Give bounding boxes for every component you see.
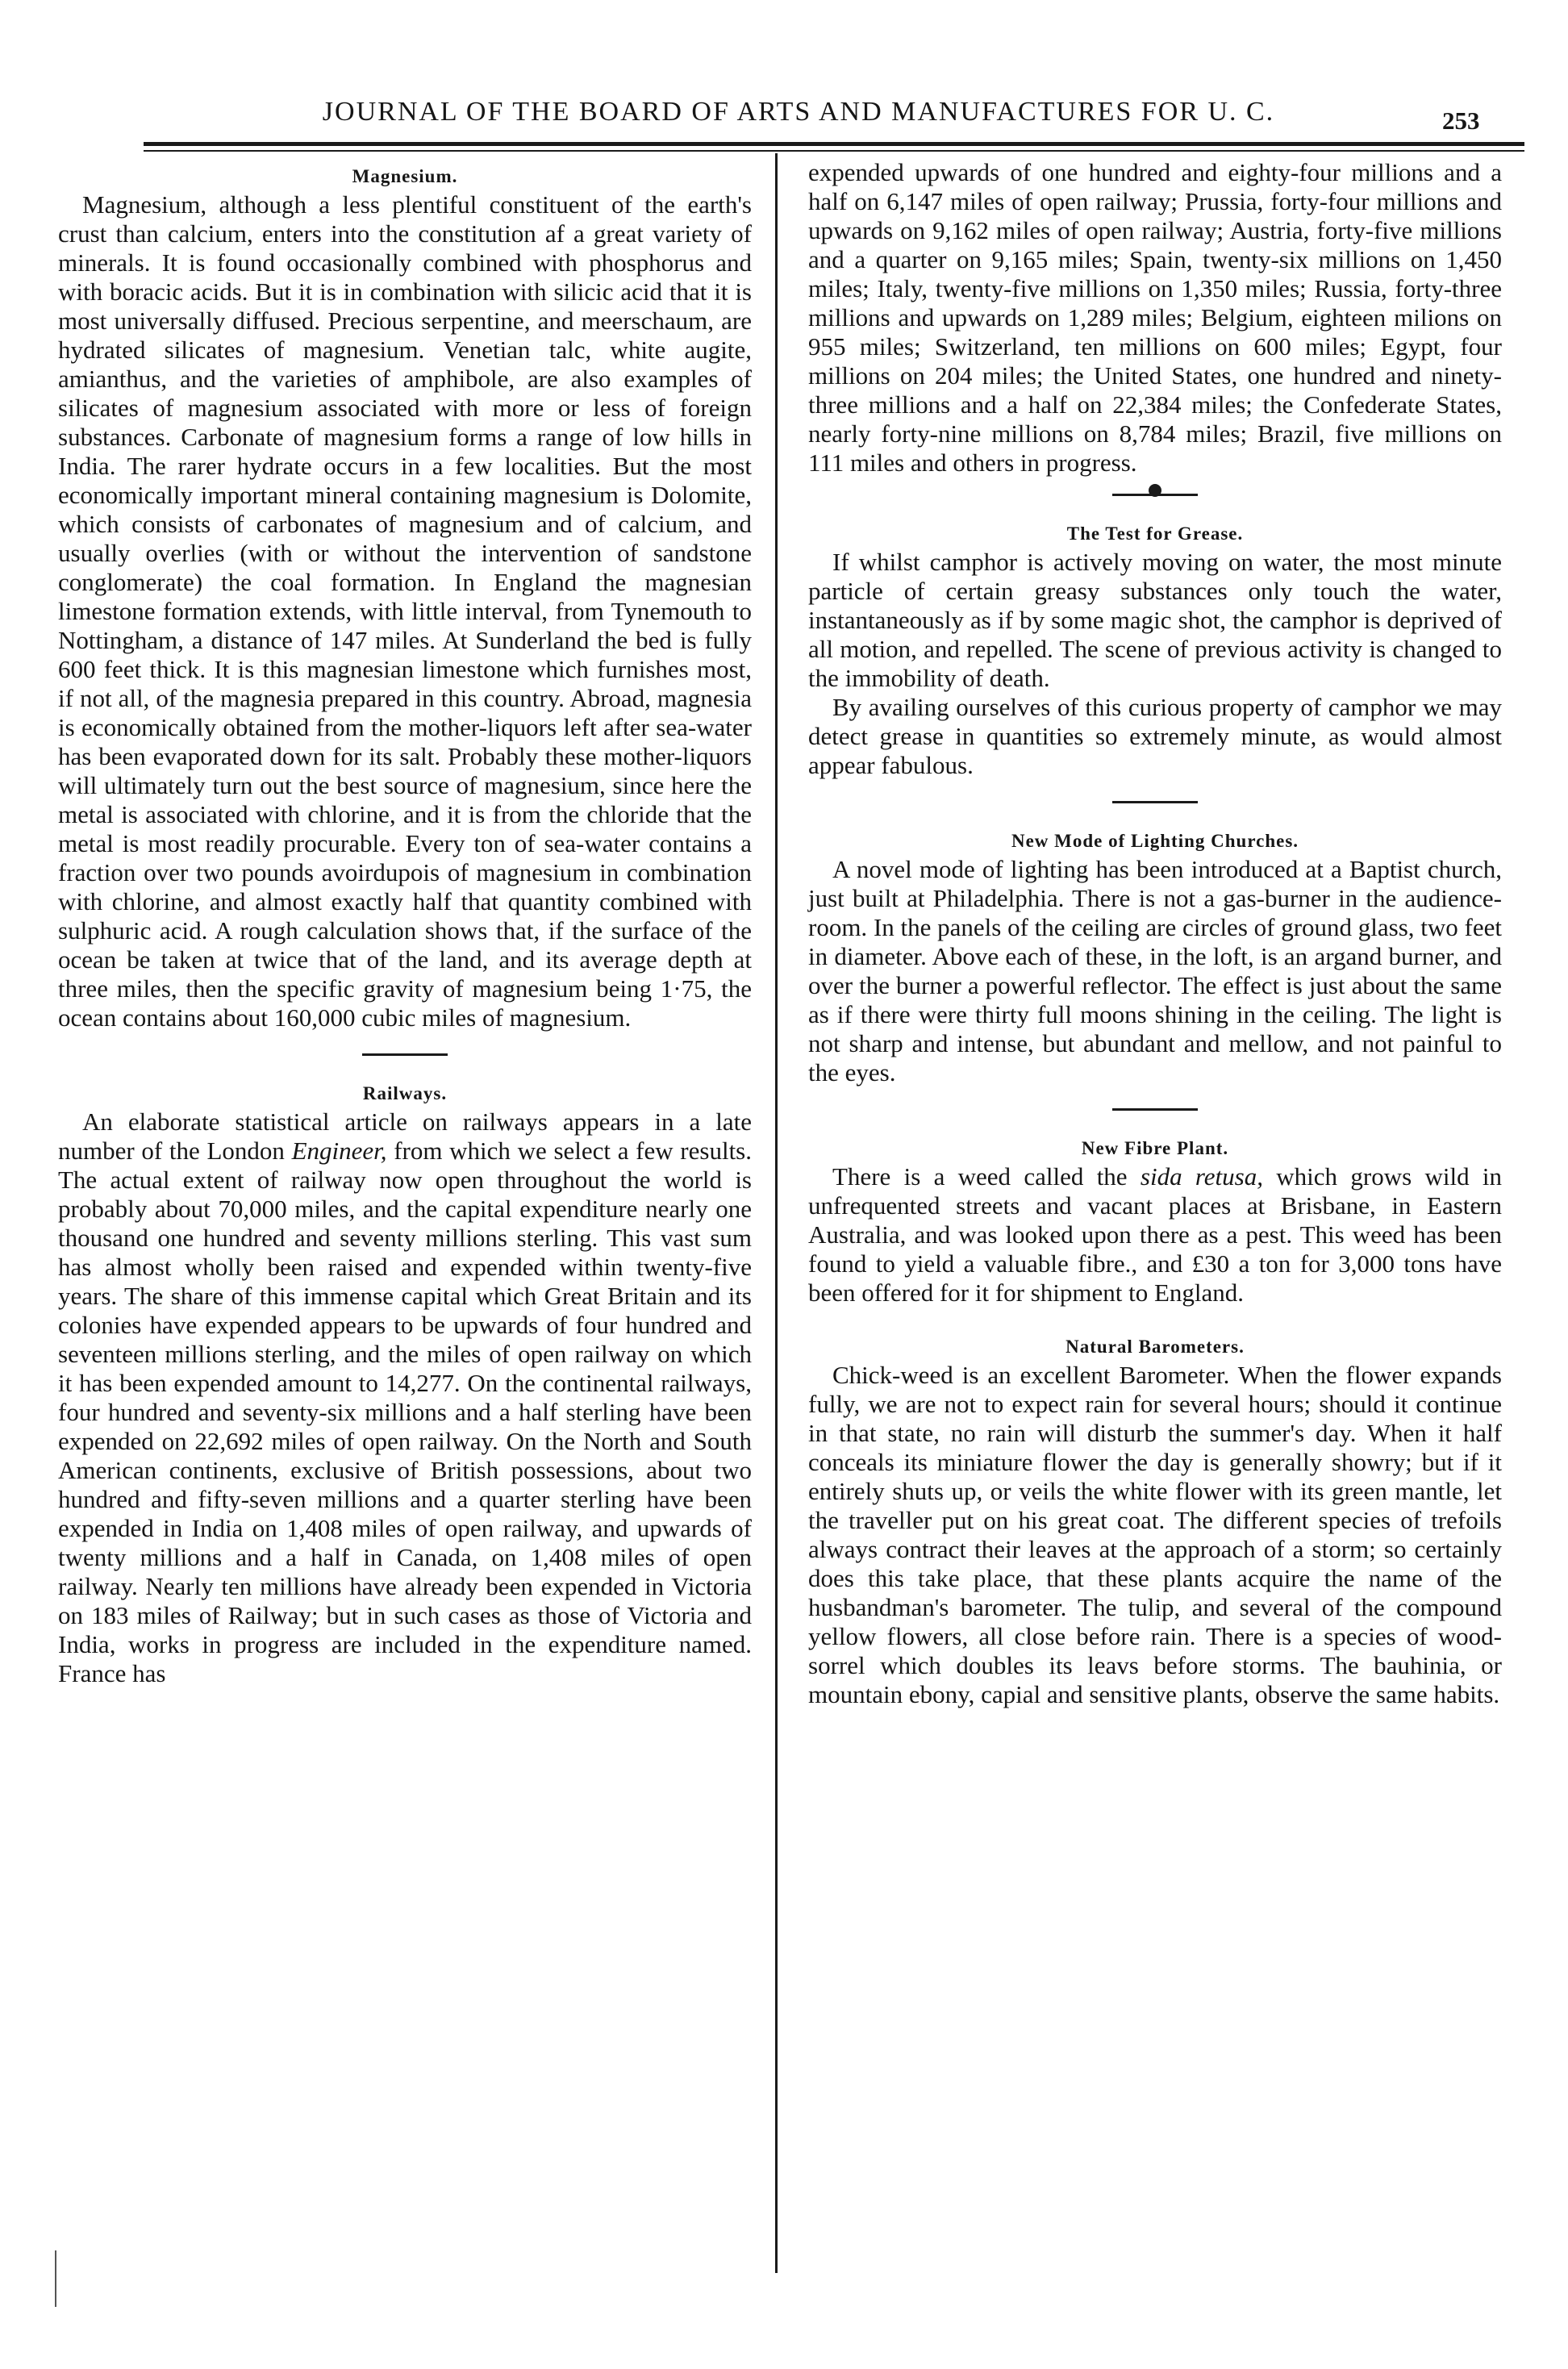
section-separator: [1112, 494, 1198, 496]
fibre-text-end: which grows wild in unfrequented streets and vacant places at Brisbane, in Eastern Australia, and was looked upon there as a pest. This weed has been found to yield a valuable fibre., and £30 a ton for 3,000 tons have been offered for it for shipment to England.: [808, 1162, 1502, 1307]
left-column: [58, 158, 752, 1688]
section-separator: [362, 1053, 448, 1056]
railways-paragraph: [58, 1107, 752, 1688]
magnesium-heading: Magnesium.: [352, 166, 458, 186]
magnesium-paragraph: Magnesium, although a less plentiful constituent of the earth's crust than calcium, enters into the constitution af a great variety of minerals. It is found occasionally combined with phosphorus and with boracic acids. But it is in combination with silicic acid that it is most universally diffused. Precious serpentine, and meerschaum, are hydrated silicates of magnesium. Venetian talc, white augite, amianthus, and the varieties of amphibole, are also examples of silicates of magnesium associated with more or less of foreign substances. Carbonate of magnesium forms a range of low hills in India. The rarer hydrate occurs in a few localities. But the most economically important mineral containing magnesium is Dolomite, which consists of carbonates of magnesium and of calcium, and usually overlies (with or without the intervention of sandstone conglomerate) the coal formation. In England the magnesian limestone formation extends, with little interval, from Tynemouth to Nottingham, a distance of 147 miles. At Sunderland the bed is fully 600 feet thick. It is this magnesian limestone which furnishes most, if not all, of the magnesia prepared in this country. Abroad, magnesia is economically obtained from the mother-liquors left after sea-water has been evaporated down for its salt. Probably these mother-liquors will ultimately turn out the best source of magnesium, since here the metal is associated with chlorine, and it is from the chloride that the metal is most readily procurable. Every ton of sea-water contains a fraction over two pounds avoirdupois of magnesium in combination with chlorine, and almost exactly half that quantity combined with sulphuric acid. A rough calculation shows that, if the surface of the ocean be taken at twice that of the land, and its average depth at three miles, then the specific gravity of magnesium being 1·75, the ocean contains about 160,000 cubic miles of magnesium.: [58, 190, 752, 1032]
header-rule-thick: [144, 142, 1524, 146]
right-column: [808, 158, 1502, 1709]
page-number: 253: [1442, 106, 1480, 135]
grease-paragraph-1: If whilst camphor is actively moving on water, the most minute particle of certain greasy substances only touch the water, instantaneously as if by some magic shot, the camphor is deprived of all motion, and repelled. The scene of previous activity is changed to the immobility of death.: [808, 548, 1502, 692]
railways-text-end: from which we select a few results. The actual extent of railway now open throughout the world is probably about 70,000 miles, and the capital expenditure nearly one thousand one hundred and seventy millions sterling. This vast sum has almost wholly been raised and expended within twenty-five years. The share of this immense capital which Great Britain and its colonies have expended appears to be upwards of four hundred and seventeen millions sterling, and the miles of open railway on which it has been expended amount to 14,277. On the continental railways, four hundred and seventy-six millions and a half sterling have been expended on 22,692 miles of open railway. On the North and South American continents, exclusive of British possessions, about two hundred and fifty-seven millions and a quarter sterling have been expended in India on 1,408 miles of open railway, and upwards of twenty millions and a half in Canada, on 1,408 miles of open railway. Nearly ten millions have already been expended in Victoria on 183 miles of Railway; but in such cases as those of Victoria and India, works in progress are included in the expenditure named. France has: [58, 1137, 752, 1687]
lighting-heading: New Mode of Lighting Churches.: [1011, 831, 1299, 851]
column-divider: [775, 153, 778, 2273]
sida-retusa-italic: sida retusa,: [1140, 1162, 1263, 1191]
fibre-text-start: There is a weed called the: [832, 1162, 1141, 1191]
engineer-italic: Engineer,: [291, 1137, 387, 1165]
railways-continuation: expended upwards of one hundred and eighty-four millions and a half on 6,147 miles of open railway; Prussia, forty-four millions and upwards on 9,162 miles of open railway; Austria, forty-five millions and a quarter on 9,165 miles; Spain, twenty-six millions on 1,450 miles; Italy, twenty-five millions on 1,350 miles; Russia, forty-three millions and upwards on 1,289 miles; Belgium, eighteen milions on 955 miles; Switzerland, ten millions on 600 miles; Egypt, four millions on 204 miles; the United States, one hundred and ninety-three millions and a half on 22,384 miles; the Confederate States, nearly forty-nine millions on 8,784 miles; Brazil, five millions on 111 miles and others in progress.: [808, 158, 1502, 477]
running-header: JOURNAL OF THE BOARD OF ARTS AND MANUFACTURES FOR U. C.: [322, 97, 1275, 127]
grease-paragraph-2: By availing ourselves of this curious property of camphor we may detect grease in quantities so extremely minute, as would almost appear fabulous.: [808, 693, 1502, 779]
section-separator: [1112, 1108, 1198, 1111]
margin-mark: [55, 2250, 56, 2307]
fibre-heading: New Fibre Plant.: [1081, 1138, 1229, 1158]
header-rule-thin: [144, 150, 1524, 152]
railways-heading: Railways.: [362, 1083, 448, 1103]
section-separator: [1112, 801, 1198, 803]
barometers-heading: Natural Barometers.: [1065, 1337, 1245, 1357]
lighting-paragraph: A novel mode of lighting has been introduced at a Baptist church, just built at Philadelphia. There is not a gas-burner in the audience-room. In the panels of the ceiling are circles of ground glass, two feet in diameter. Above each of these, in the loft, is an argand burner, and over the burner a powerful reflector. The effect is just about the same as if there were thirty full moons shining in the ceiling. The light is not sharp and intense, but abundant and mellow, and not painful to the eyes.: [808, 855, 1502, 1086]
barometers-paragraph: Chick-weed is an excellent Barometer. When the flower expands fully, we are not to expect rain for several hours; should it continue in that state, no rain will disturb the summer's day. When it half conceals its miniature flower the day is generally showry; but if it entirely shuts up, or veils the white flower with its green mantle, let the traveller put on his great coat. The different species of trefoils always contract their leaves at the approach of a storm; so certainly does this take place, that these plants acquire the name of the husbandman's barometer. The tulip, and several of the compound yellow flowers, all close before rain. There is a species of wood-sorrel which doubles its leavs before storms. The bauhinia, or mountain ebony, capial and sensitive plants, observe the same habits.: [808, 1361, 1502, 1708]
railways-text-start: An elaborate statistical article on railways appears in a late number of the London: [58, 1107, 752, 1165]
grease-heading: The Test for Grease.: [1066, 523, 1244, 544]
fibre-paragraph: [808, 1162, 1502, 1308]
